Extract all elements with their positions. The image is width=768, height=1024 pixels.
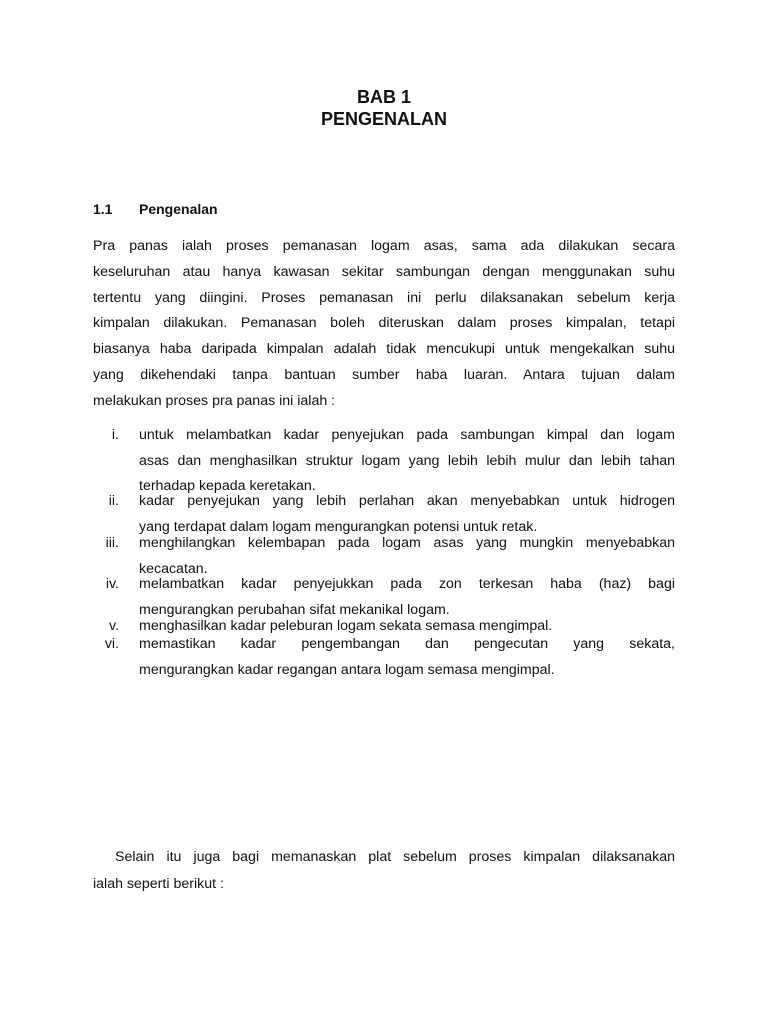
list-item-line: melambatkan kadar penyejukkan pada zon terkesan haba (haz) bagi <box>139 576 675 592</box>
closing-paragraph <box>93 844 675 898</box>
list-item-line: untuk melambatkan kadar penyejukan pada sambungan kimpal dan logam <box>139 427 675 443</box>
list-item-text <box>139 632 675 683</box>
paragraph-line: keseluruhan atau hanya kawasan sekitar sambungan dengan menggunakan suhu <box>93 263 675 280</box>
paragraph-line: kimpalan dilakukan. Pemanasan boleh diteruskan dalam proses kimpalan, tetapi <box>93 315 675 332</box>
section-heading <box>93 200 218 218</box>
list-marker: v. <box>109 618 119 634</box>
list-item-line: kadar penyejukan yang lebih perlahan akan menyebabkan untuk hidrogen <box>139 493 675 509</box>
list-marker: ii. <box>108 493 119 509</box>
paragraph-line: Pra panas ialah proses pemanasan logam asas, sama ada dilakukan secara <box>93 238 675 254</box>
paragraph-line: ialah seperti berikut : <box>93 876 224 892</box>
list-item-line: terhadap kepada keretakan. <box>139 478 316 494</box>
paragraph-line: biasanya haba daripada kimpalan adalah tidak mencukupi untuk mengekalkan suhu <box>93 341 675 358</box>
section-number: 1.1 <box>93 201 113 217</box>
list-item-line: asas dan menghasilkan struktur logam yang lebih lebih mulur dan lebih tahan <box>139 452 675 469</box>
list-item-line: yang terdapat dalam logam mengurangkan potensi untuk retak. <box>139 518 538 535</box>
list-marker: i. <box>111 427 119 443</box>
section-title: Pengenalan <box>139 201 218 217</box>
list-item-line: menghilangkan kelembapan pada logam asas yang mungkin menyebabkan <box>139 535 675 551</box>
paragraph-line: Selain itu juga bagi memanaskan plat sebelum proses kimpalan dilaksanakan <box>115 849 675 865</box>
intro-paragraph <box>93 234 675 415</box>
list-item-line: memastikan kadar pengembangan dan pengecutan yang sekata, <box>139 636 675 652</box>
chapter-heading <box>0 86 768 130</box>
chapter-number: BAB 1 <box>356 87 411 107</box>
list-marker: vi. <box>104 636 119 652</box>
paragraph-line: yang dikehendaki tanpa bantuan sumber haba luaran. Antara tujuan dalam <box>93 366 675 383</box>
list-marker: iv. <box>105 576 119 592</box>
list-item-line: mengurangkan kadar regangan antara logam semasa mengimpal. <box>139 661 555 678</box>
list-item-line: kecacatan. <box>139 560 208 577</box>
paragraph-line: melakukan proses pra panas ini ialah : <box>93 392 336 409</box>
list-item-line: mengurangkan perubahan sifat mekanikal logam. <box>139 601 450 618</box>
list-item-line: menghasilkan kadar peleburan logam sekata semasa mengimpal. <box>139 618 553 634</box>
list-marker: iii. <box>105 535 119 551</box>
paragraph-line: tertentu yang diingini. Proses pemanasan ini perlu dilaksanakan sebelum kerja <box>93 289 675 306</box>
chapter-title: PENGENALAN <box>320 109 447 129</box>
